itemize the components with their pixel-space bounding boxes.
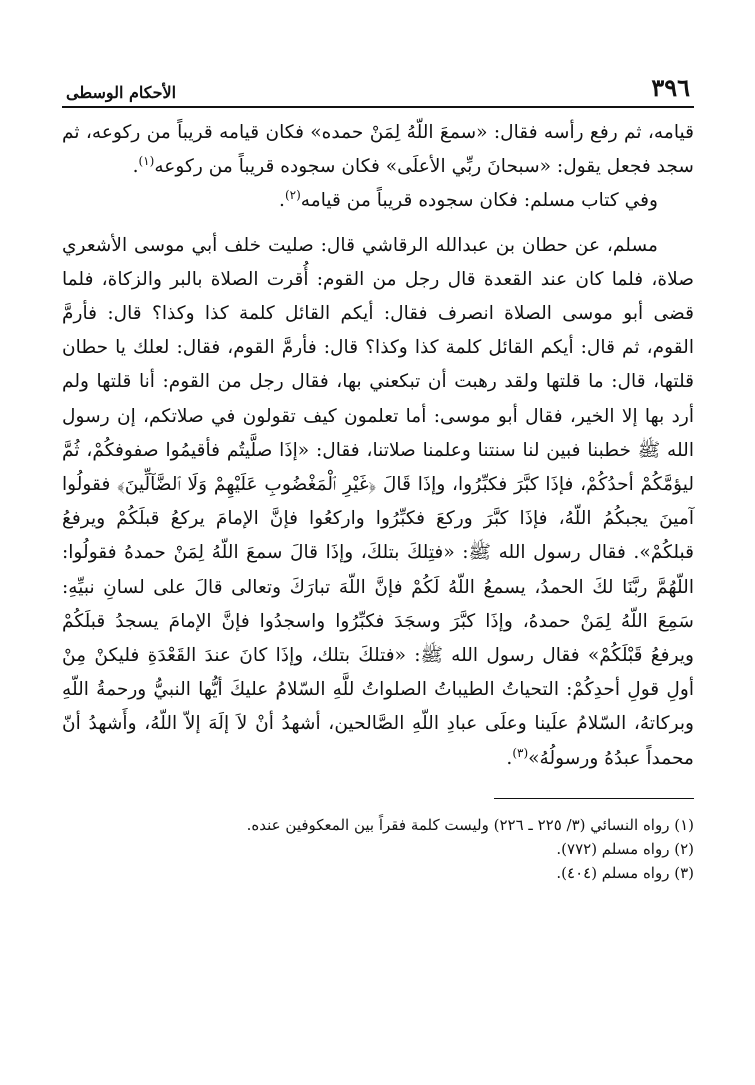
paragraph-2-end: . xyxy=(279,190,285,212)
footnote-ref-3: (٣) xyxy=(512,745,529,760)
paragraph-3-end: . xyxy=(506,747,513,769)
footnote-1: (١) رواه النسائي (٣/ ٢٢٥ ـ ٢٢٦) وليست كلمة فقراً بين المعكوفين عنده. xyxy=(246,815,694,834)
footnote-2: (٢) رواه مسلم (٧٧٢). xyxy=(556,839,694,858)
main-text xyxy=(62,116,694,776)
paragraph-2 xyxy=(62,184,694,218)
paragraph-3 xyxy=(62,229,694,776)
paragraph-2-text: وفي كتاب مسلم: فكان سجوده قريباً من قيامه xyxy=(300,190,658,212)
book-title: الأحكام الوسطى xyxy=(66,83,177,102)
page-number: ٣٩٦ xyxy=(651,73,690,102)
footnote-3: (٣) رواه مسلم (٤٠٤). xyxy=(556,863,694,882)
footnote-ref-1: (١) xyxy=(138,154,155,169)
paragraph-1-text: قيامه، ثم رفع رأسه فقال: «سمعَ اللّهُ لِمَنْ حمده» فكان قيامه قريباً من ركوعه، ثم سجد فجعل يقول: «سبحانَ ربِّي الأعلَى» فكان سجوده قريباً من ركوعه xyxy=(62,122,694,178)
book-page xyxy=(62,62,694,1062)
footnote-divider xyxy=(494,798,694,799)
paragraph-3-text: مسلم، عن حطان بن عبدالله الرقاشي قال: صليت خلف أبي موسى الأشعري صلاة، فلما كان عند القعدة قال رجل من القوم: أُقرت الصلاة بالبر والزكاة، فلما قضى أبو موسى الصلاة انصرف فقال: أيكم القائل كلمة كذا وكذا؟ قال: فأرمَّ القوم، ثم قال: أيكم القائل كلمة كذا وكذا؟ قال: فأرمَّ القوم، فقال: لعلك يا حطان قلتها، قال: ما قلتها ولقد رهبت أن تبكعني بها، فقال رجل من القوم: أنا قلتها ولم أرد بها إلا الخير، فقال أبو موسى: أما تعلمون كيف تقولون في صلاتكم، إن رسول الله ﷺ خطبنا فبين لنا سنتنا وعلمنا صلاتنا، فقال: «إذَا صلَّيتُم فأقيمُوا صفوفكُمْ، ثُمَّ ليؤمَّكُمْ أحدُكُمْ، فإذَا كبَّرَ فكبِّرُوا، وإذَا قَالَ ﴿غَيْرِ ٱلْمَغْضُوبِ عَلَيْهِمْ وَلَا ٱلضَّآلِّينَ﴾ فقولُوا آمينَ يجبكُمُ اللّهُ، فإذَا كبَّرَ وركعَ فكبِّرُوا واركعُوا فإنَّ الإمامَ يركعُ قبلَكُمْ ويرفعُ قبلكُمْ». فقال رسول الله ﷺ: «فتِلكَ بتلكَ، وإذَا قالَ سمعَ اللّهُ لِمَنْ حمدهُ فقولُوا: اللّهُمَّ ربَّنَا لكَ الحمدُ، يسمعُ اللّهُ لَكُمْ فإنَّ اللّهَ تبارَكَ وتعالى قالَ على لسانِ نبيِّهِ: سَمِعَ اللّهُ لِمَنْ حمدهُ، وإذَا كبَّرَ وسجَدَ فكبِّرُوا واسجدُوا فإنَّ الإمامَ يسجدُ قبلَكُمْ ويرفعُ قَبْلَكُمْ» فقال رسول الله ﷺ: «فتلكَ بتلك، وإذَا كانَ عندَ القَعْدَةِ فليكنْ مِنْ أولِ قولِ أحدِكُمْ: التحياتُ الطيباتُ الصلواتُ للَّهِ السّلامُ عليكَ أيُّها النبيُّ ورحمةُ اللّهِ وبركاتهُ، السّلامُ علَينا وعلَى عبادِ اللّهِ الصَّالحين، أشهدُ أنْ لاَ إلَهَ إلاّ اللّهُ، وأَشهدُ أنّ محمداً عبدُهُ ورسولُهُ» xyxy=(62,234,694,769)
paragraph-1 xyxy=(62,116,694,184)
paragraph-1-end: . xyxy=(132,156,139,178)
running-header xyxy=(62,62,694,108)
footnotes xyxy=(62,813,694,885)
footnote-ref-2: (٢) xyxy=(284,188,301,203)
